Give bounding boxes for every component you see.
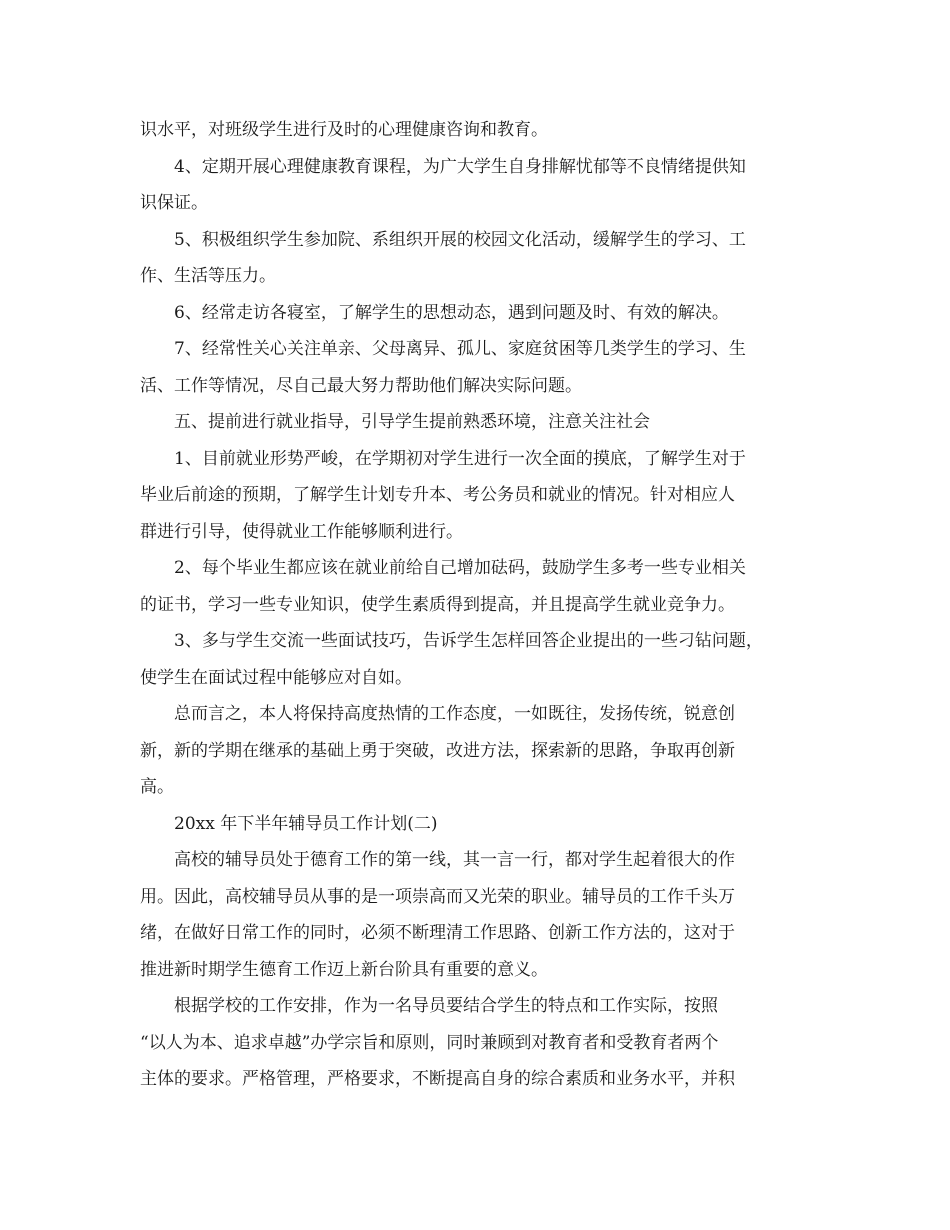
text-line: 的证书，学习一些专业知识，使学生素质得到提高，并且提高学生就业竞争力。 — [140, 594, 735, 615]
text-line: 绪，在做好日常工作的同时，必须不断理清工作思路、创新工作方法的，这对于 — [140, 923, 735, 943]
text-line: 用。因此，高校辅导员从事的是一项崇高而又光荣的职业。辅导员的工作千头万 — [140, 886, 735, 907]
text-line: 6、经常走访各寝室，了解学生的思想动态，遇到问题及时、有效的解决。 — [174, 302, 729, 323]
text-line: 推进新时期学生德育工作迈上新台阶具有重要的意义。 — [140, 959, 548, 980]
text-line: 根据学校的工作安排，作为一名导员要结合学生的特点和工作实际，按照 — [174, 996, 718, 1016]
text-line: 3、多与学生交流一些面试技巧，告诉学生怎样回答企业提出的一些刁钻问题， — [174, 631, 763, 651]
text-line: 群进行引导，使得就业工作能够顺利进行。 — [140, 521, 463, 542]
text-line: 1、目前就业形势严峻，在学期初对学生进行一次全面的摸底，了解学生对于 — [174, 448, 746, 469]
text-line: 2、每个毕业生都应该在就业前给自己增加砝码，鼓励学生多考一些专业相关 — [174, 558, 746, 578]
text-line: 高校的辅导员处于德育工作的第一线，其一言一行，都对学生起着很大的作 — [174, 850, 735, 870]
text-line: 主体的要求。严格管理，严格要求，不断提高自身的综合素质和业务水平，并积 — [140, 1069, 735, 1089]
text-line: 5、积极组织学生参加院、系组织开展的校园文化活动，缓解学生的学习、工 — [174, 229, 746, 250]
document-body — [140, 112, 820, 1098]
document-subtitle: 20xx 年下半年辅导员工作计划(二) — [174, 813, 438, 834]
text-line: 使学生在面试过程中能够应对自如。 — [140, 667, 412, 688]
text-line: 新，新的学期在继承的基础上勇于突破，改进方法，探索新的思路，争取再创新 — [140, 740, 735, 761]
section-heading: 五、提前进行就业指导，引导学生提前熟悉环境，注意关注社会 — [174, 412, 650, 432]
text-line: 总而言之，本人将保持高度热情的工作态度，一如既往，发扬传统，锐意创 — [174, 704, 735, 724]
text-line: 识水平，对班级学生进行及时的心理健康咨询和教育。 — [140, 120, 548, 140]
text-line: 高。 — [140, 777, 174, 797]
text-line: 活、工作等情况，尽自己最大努力帮助他们解决实际问题。 — [140, 375, 582, 396]
text-line: “以人为本、追求卓越”办学宗旨和原则，同时兼顾到对教育者和受教育者两个 — [140, 1032, 719, 1053]
text-line: 7、经常性关心关注单亲、父母离异、孤儿、家庭贫困等几类学生的学习、生 — [174, 339, 746, 359]
text-line: 作、生活等压力。 — [140, 266, 276, 286]
text-line: 识保证。 — [140, 193, 208, 213]
text-line: 毕业后前途的预期，了解学生计划专升本、考公务员和就业的情况。针对相应人 — [140, 485, 735, 505]
text-line: 4、定期开展心理健康教育课程，为广大学生自身排解忧郁等不良情绪提供知 — [174, 156, 746, 177]
